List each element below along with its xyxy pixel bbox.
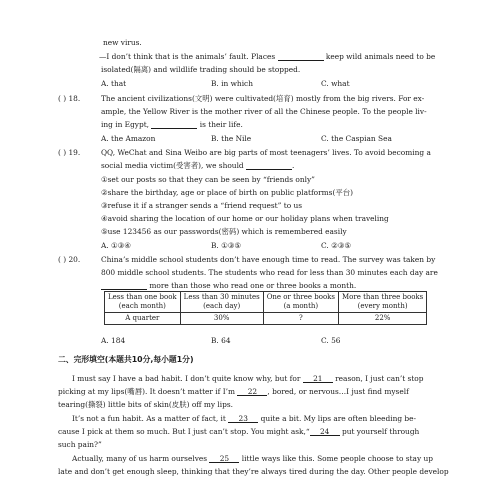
table-header-cell: More than three books (every month) [339, 292, 427, 313]
q20-line2: 800 middle school students. The students who read for less than 30 minutes each day are [101, 268, 438, 277]
question-number: ( ) 18. [58, 94, 81, 103]
blank-22[interactable]: 22 [237, 388, 267, 396]
option-c[interactable]: C. the Caspian Sea [321, 134, 392, 143]
blank-21[interactable]: 21 [303, 375, 333, 383]
table-header-cell: Less than 30 minutes (each day) [180, 292, 263, 313]
q18-line1: The ancient civilizations(文明) were cultivated(培育) mostly from the big rivers. For ex- [101, 94, 425, 103]
option-b[interactable]: B. ①③⑤ [211, 241, 242, 250]
table-header-cell: Less than one book (each month) [105, 292, 181, 313]
passage-line: such pain?” [58, 440, 102, 449]
q20-line1: China’s middle school students don’t have enough time to read. The survey was taken by [101, 255, 436, 264]
passage-line: Actually, many of us harm ourselves 25 little ways like this. Some people choose to stay up [72, 454, 433, 463]
option-c[interactable]: C. 56 [321, 336, 341, 345]
option-a[interactable]: A. that [101, 79, 127, 88]
q19-line1: QQ, WeChat and Sina Weibo are big parts of most teenagers’ lives. To avoid becoming a [101, 148, 431, 157]
table-cell: 22% [339, 313, 427, 325]
blank-25[interactable]: 25 [209, 455, 239, 463]
option-b[interactable]: B. the Nile [211, 134, 252, 143]
q18-line2: ample, the Yellow River is the mother river of all the Chinese people. To the people liv- [101, 107, 427, 116]
table-row [105, 313, 427, 325]
passage-line: I must say I have a bad habit. I don’t quite know why, but for 21 reason, I just can’t stop [72, 374, 424, 383]
table-header-row [105, 292, 427, 313]
blank-24[interactable]: 24 [310, 428, 340, 436]
q17-line3: isolated(隔离) and wildlife trading should be stopped. [101, 65, 301, 74]
passage-line: It’s not a fun habit. As a matter of fact, it 23 quite a bit. My lips are often bleeding be- [72, 414, 417, 423]
passage-line: late and don’t get enough sleep, thinking that they’re always tired during the day. Other people develop [58, 467, 449, 476]
survey-table [104, 291, 427, 325]
option-a[interactable]: A. ①③④ [101, 241, 131, 250]
option-c[interactable]: C. what [321, 79, 350, 88]
list-item: ④avoid sharing the location of our home or our holiday plans when traveling [101, 214, 389, 223]
passage-line: tearing(撕裂) little bits of skin(皮肤) off my lips. [58, 400, 234, 409]
q18-line3: ing in Egypt, is their life. [101, 120, 243, 129]
answer-blank[interactable] [278, 53, 324, 61]
table-cell: 30% [180, 313, 263, 325]
table-cell: ? [263, 313, 338, 325]
option-b[interactable]: B. in which [211, 79, 253, 88]
answer-blank[interactable] [246, 162, 292, 170]
table-cell: A quarter [105, 313, 181, 325]
passage-line: picking at my lips(嘴唇). It doesn’t matter if I’m 22 , bored, or nervous…I just find myself [58, 387, 409, 396]
answer-blank[interactable] [151, 121, 197, 129]
q19-line2: social media victim(受害者), we should . [101, 161, 295, 170]
list-item: ①set our posts so that they can be seen by “friends only” [101, 175, 315, 184]
question-number: ( ) 20. [58, 255, 81, 264]
list-item: ②share the birthday, age or place of birth on public platforms(平台) [101, 188, 354, 197]
option-b[interactable]: B. 64 [211, 336, 231, 345]
option-a[interactable]: A. the Amazon [101, 134, 156, 143]
option-a[interactable]: A. 184 [101, 336, 126, 345]
blank-23[interactable]: 23 [228, 415, 258, 423]
q17-line2: —I don’t think that is the animals’ fault. Places keep wild animals need to be [99, 52, 436, 61]
answer-blank[interactable] [101, 282, 147, 290]
list-item: ③refuse it if a stranger sends a “friend request” to us [101, 201, 303, 210]
list-item: ⑤use 123456 as our passwords(密码) which is remembered easily [101, 227, 347, 236]
q20-line3: more than those who read one or three books a month. [101, 281, 356, 290]
section-heading: 二、完形填空(本题共10分,每小题1分) [58, 355, 194, 364]
q17-line1: new virus. [103, 38, 142, 47]
question-number: ( ) 19. [58, 148, 81, 157]
table-header-cell: One or three books (a month) [263, 292, 338, 313]
option-c[interactable]: C. ②③⑤ [321, 241, 351, 250]
passage-line: cause I pick at them so much. But I just can’t stop. You might ask,“ 24 put yourself through [58, 427, 420, 436]
